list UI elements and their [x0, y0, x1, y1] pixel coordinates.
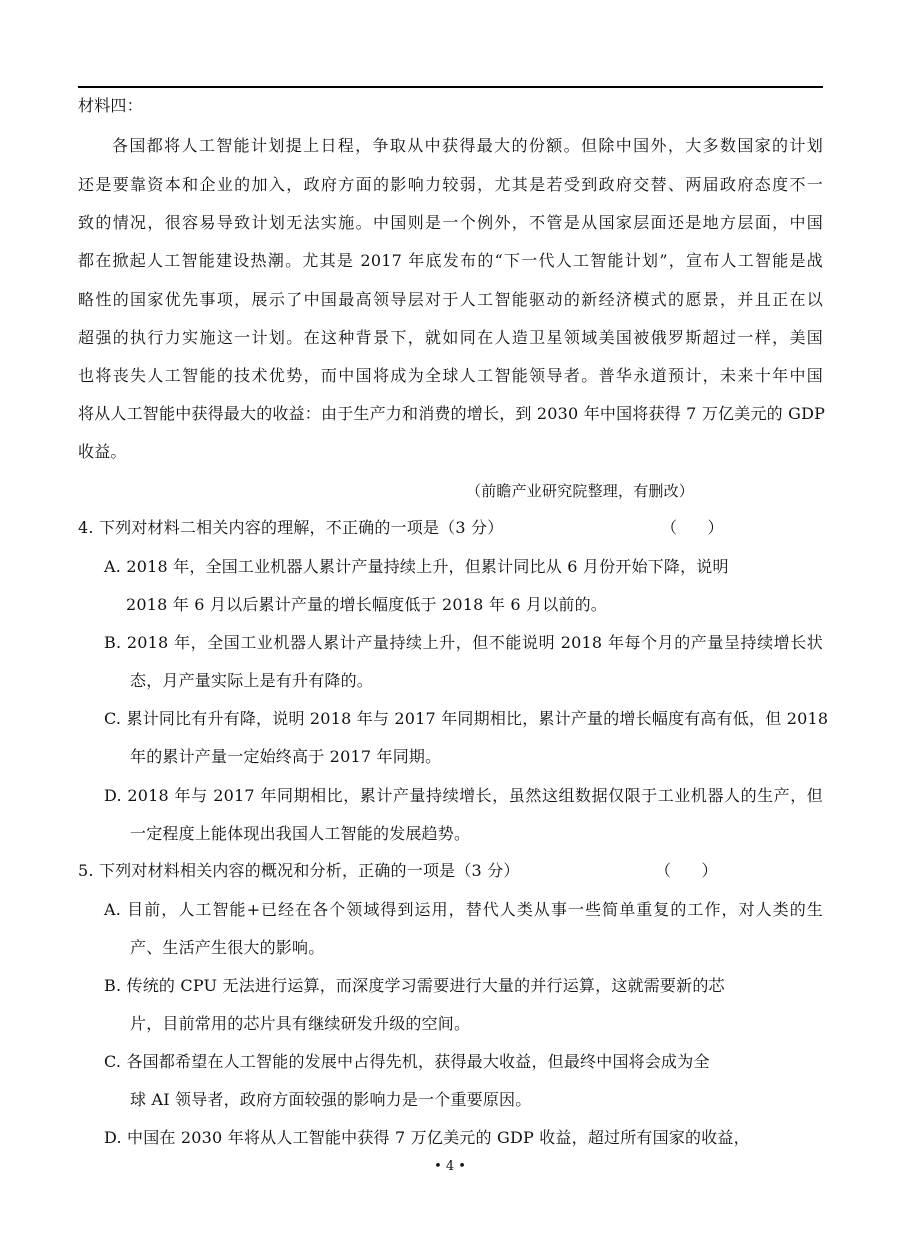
q4-option-d: D. 2018 年与 2017 年同期相比，累计产量持续增长，虽然这组数据仅限于工业机器人的生产，但	[104, 786, 823, 805]
q5-option-a-cont: 产、生活产生很大的影响。	[130, 938, 325, 957]
material4-line: 超强的执行力实施这一计划。在这种背景下，就如同在人造卫星领域美国被俄罗斯超过一样，美国	[78, 328, 823, 347]
material4-line: 还是要靠资本和企业的加入，政府方面的影响力较弱，尤其是若受到政府交替、两届政府态度不一	[78, 175, 823, 194]
q5-option-d: D. 中国在 2030 年将从人工智能中获得 7 万亿美元的 GDP 收益，超过所有国家的收益，	[104, 1128, 750, 1147]
material4-line: 都在掀起人工智能建设热潮。尤其是 2017 年底发布的“下一代人工智能计划”，宣布人工智能是战	[78, 251, 823, 270]
q4-option-d-cont: 一定程度上能体现出我国人工智能的发展趋势。	[130, 824, 471, 843]
q4-stem: 4. 下列对材料二相关内容的理解，不正确的一项是（3 分）	[78, 518, 504, 537]
header-rule	[78, 86, 823, 88]
source-citation: （前瞻产业研究院整理，有删改）	[466, 482, 695, 500]
q4-option-c-cont: 年的累计产量一定始终高于 2017 年同期。	[130, 747, 442, 766]
q4-option-a-cont: 2018 年 6 月以后累计产量的增长幅度低于 2018 年 6 月以前的。	[126, 595, 607, 614]
q4-option-b: B. 2018 年，全国工业机器人累计产量持续上升，但不能说明 2018 年每个月的产量呈持续增长状	[104, 633, 823, 652]
material4-line: 各国都将人工智能计划提上日程，争取从中获得最大的份额。但除中国外，大多数国家的计划	[112, 136, 823, 155]
q5-option-b: B. 传统的 CPU 无法进行运算，而深度学习需要进行大量的并行运算，这就需要新的芯	[104, 976, 725, 995]
material4-line: 致的情况，很容易导致计划无法实施。中国则是一个例外，不管是从国家层面还是地方层面，中国	[78, 213, 823, 232]
q4-option-b-cont: 态，月产量实际上是有升有降的。	[130, 671, 374, 690]
q5-option-b-cont: 片，目前常用的芯片具有继续研发升级的空间。	[130, 1014, 471, 1033]
q5-answer-blank: （ ）	[655, 861, 718, 880]
q5-option-c: C. 各国都希望在人工智能的发展中占得先机，获得最大收益，但最终中国将会成为全	[104, 1052, 710, 1071]
material4-line: 略性的国家优先事项，展示了中国最高领导层对于人工智能驱动的新经济模式的愿景，并且正在以	[78, 290, 823, 309]
q5-stem: 5. 下列对材料相关内容的概况和分析，正确的一项是（3 分）	[78, 861, 520, 880]
q4-answer-blank: （ ）	[661, 518, 724, 537]
material4-line: 收益。	[78, 442, 127, 461]
page-number: • 4 •	[434, 1159, 466, 1174]
material4-line: 也将丧失人工智能的技术优势，而中国将成为全球人工智能领导者。普华永道预计，未来十年中国	[78, 366, 823, 385]
q4-option-a: A. 2018 年，全国工业机器人累计产量持续上升，但累计同比从 6 月份开始下降，说明	[104, 557, 729, 576]
material4-label: 材料四：	[78, 96, 143, 115]
q5-option-a: A. 目前，人工智能+已经在各个领域得到运用，替代人类从事一些简单重复的工作，对人类的生	[104, 900, 823, 919]
q5-option-c-cont: 球 AI 领导者，政府方面较强的影响力是一个重要原因。	[130, 1090, 532, 1109]
q4-option-c: C. 累计同比有升有降，说明 2018 年与 2017 年同期相比，累计产量的增长幅度有高有低，但 2018	[104, 709, 829, 728]
material4-line: 将从人工智能中获得最大的收益：由于生产力和消费的增长，到 2030 年中国将获得 7 万亿美元的 GDP	[78, 404, 826, 423]
